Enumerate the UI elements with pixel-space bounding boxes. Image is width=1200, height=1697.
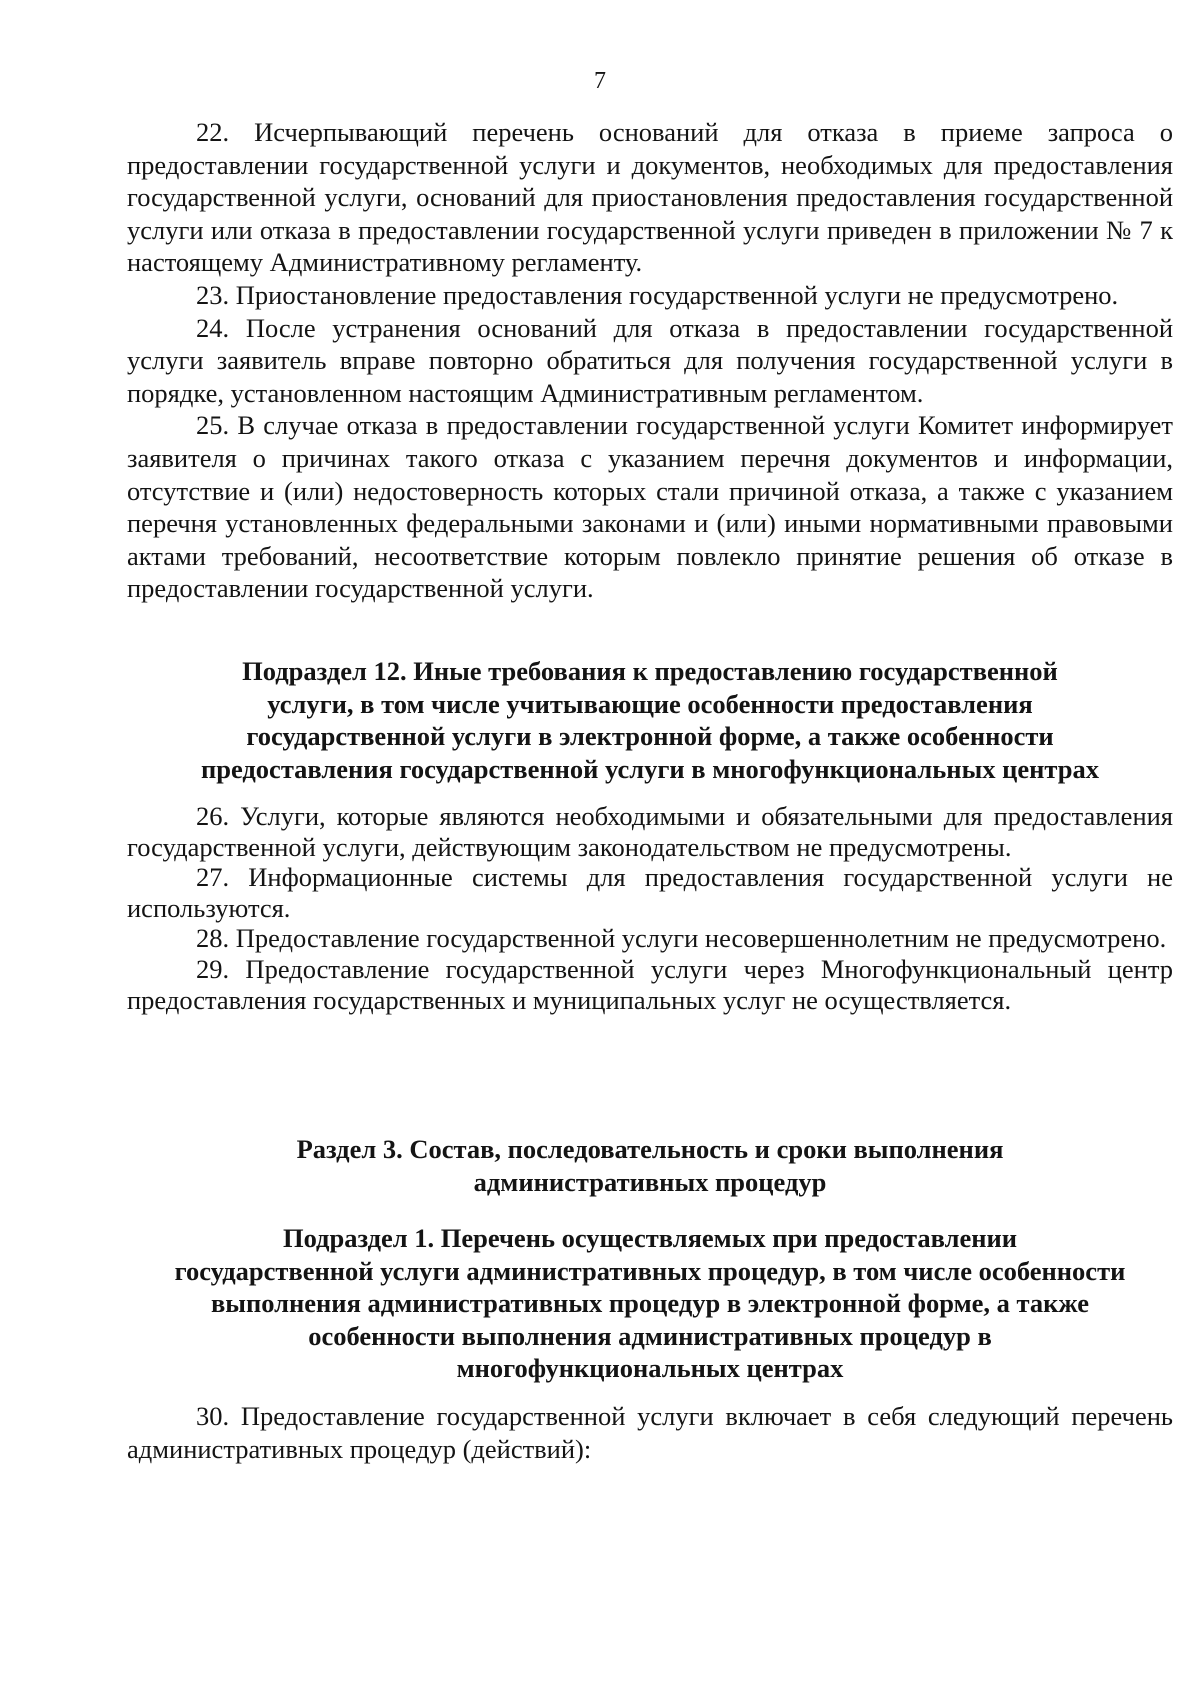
section-3-heading-line: Раздел 3. Состав, последовательность и сроки выполнения [296, 1134, 1004, 1164]
subsection-1-heading-line: многофункциональных центрах [456, 1353, 844, 1383]
paragraph-30: 30. Предоставление государственной услуги включает в себя следующий перечень административных процедур (действий): [127, 1401, 1173, 1464]
subsection-12-heading-line: услуги, в том числе учитывающие особенности предоставления [267, 688, 1033, 719]
paragraph-27: 27. Информационные системы для предоставления государственной услуги не используются. [127, 862, 1173, 923]
subsection-12-heading [100, 655, 1200, 785]
paragraph-22: 22. Исчерпывающий перечень оснований для отказа в приеме запроса о предоставлении государственной услуги и документов, необходимых для предоставления государственной услуги, оснований для приостановления предоставления государственной услуги или отказа в предоставлении государственной услуги приведен в приложении № 7 к настоящему Административному регламенту. [127, 117, 1173, 278]
section-3-heading [100, 1133, 1200, 1198]
subsection-1-heading-line: государственной услуги административных процедур, в том числе особенности [174, 1255, 1126, 1286]
paragraphs-26-29 [127, 801, 1173, 1015]
paragraph-29: 29. Предоставление государственной услуги через Многофункциональный центр предоставления государственных и муниципальных услуг не осуществляется. [127, 953, 1173, 1015]
subsection-12-heading-line: государственной услуги в электронной форме, а также особенности [246, 721, 1054, 751]
paragraph-24: 24. После устранения оснований для отказа в предоставлении государственной услуги заявитель вправе повторно обратиться для получения государственной услуги в порядке, установленном настоящим Административным регламентом. [127, 312, 1173, 408]
section-3-heading-line: административных процедур [473, 1166, 827, 1197]
subsection-1-heading [100, 1222, 1200, 1385]
paragraphs-22-25 [127, 116, 1173, 605]
paragraph-25: 25. В случае отказа в предоставлении государственной услуги Комитет информирует заявителя о причинах такого отказа с указанием перечня документов и информации, отсутствие и (или) недостоверность которых стали причиной отказа, а также с указанием перечня установленных федеральными законами и (или) иными нормативными правовыми актами требований, несоответствие которым повлекло принятие решения об отказе в предоставлении государственной услуги. [127, 410, 1173, 604]
subsection-1-heading-line: особенности выполнения административных процедур в [308, 1320, 992, 1351]
subsection-1-heading-line: Подраздел 1. Перечень осуществляемых при предоставлении [282, 1223, 1018, 1253]
paragraph-26: 26. Услуги, которые являются необходимыми и обязательными для предоставления государственной услуги, действующим законодательством не предусмотрены. [127, 801, 1173, 862]
subsection-1-heading-line: выполнения административных процедур в электронной форме, а также [210, 1288, 1090, 1318]
subsection-12-heading-line: Подраздел 12. Иные требования к предоставлению государственной [242, 656, 1058, 686]
page-number: 7 [594, 68, 606, 94]
subsection-12-heading-line: предоставления государственной услуги в многофункциональных центрах [200, 753, 1100, 784]
paragraph-28: 28. Предоставление государственной услуги несовершеннолетним не предусмотрено. [196, 923, 1167, 954]
paragraph-30-block [127, 1400, 1173, 1465]
paragraph-23: 23. Приостановление предоставления государственной услуги не предусмотрено. [196, 279, 1119, 310]
